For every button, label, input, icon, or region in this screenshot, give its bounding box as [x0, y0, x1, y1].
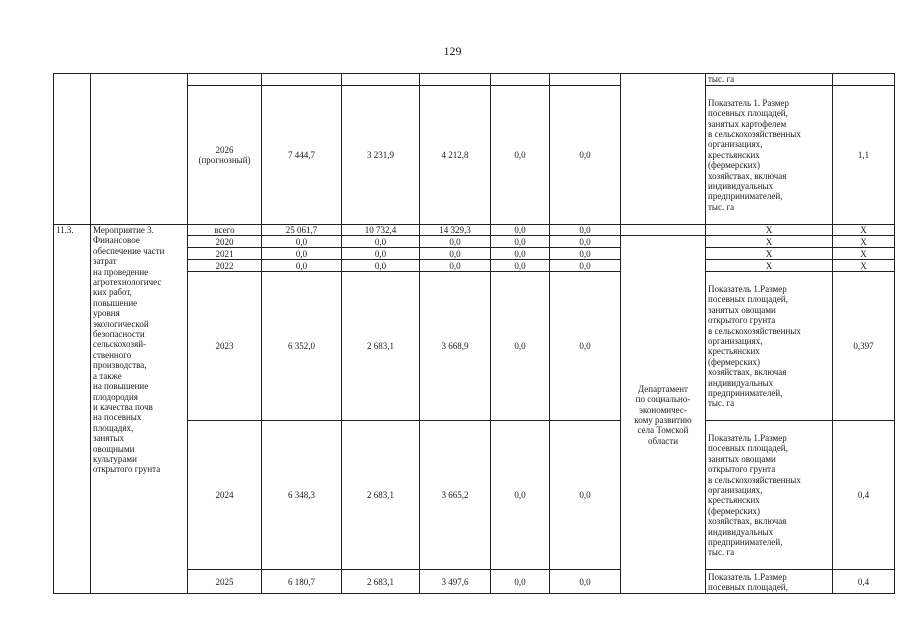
source2-cell: 3 497,6 — [420, 570, 491, 594]
source2-cell: 0,0 — [420, 260, 491, 272]
year-cell: 2020 — [188, 236, 262, 248]
total-cell: 25 061,7 — [262, 225, 342, 236]
indicator-cell: Показатель 1. Размер посевных площадей, занятых картофелем в сельскохозяйственных организациях, крестьянских (фермерских) хозяйствах, включая индивидуальных предпринимателей, тыс. га — [706, 86, 833, 225]
program-table — [53, 73, 895, 594]
indicator-cell: тыс. га — [706, 74, 833, 86]
indicator-value-cell: 0,397 — [833, 272, 895, 421]
source4-cell: 0,0 — [550, 570, 621, 594]
source1-cell — [342, 74, 420, 86]
source3-cell: 0,0 — [491, 225, 550, 236]
measure-name-cell — [91, 74, 188, 225]
year-cell: 2023 — [188, 272, 262, 421]
source3-cell: 0,0 — [491, 236, 550, 248]
source1-cell: 10 732,4 — [342, 225, 420, 236]
measure-name: Мероприятие 3. Финансовое обеспечение части затрат на проведение агротехнологичес ких работ, повышение уровня экологической безопасности сельскохозяй- ственного производства, а также на повышение плодородия и качества почв на посевных площадях, занятых овощными культурами открытого грунта — [93, 225, 165, 475]
indicator-value-cell: 0,4 — [833, 570, 895, 594]
total-cell: 6 180,7 — [262, 570, 342, 594]
department-cell — [621, 74, 706, 225]
source3-cell — [491, 74, 550, 86]
source3-cell: 0,0 — [491, 570, 550, 594]
source2-cell: 14 329,3 — [420, 225, 491, 236]
indicator-cell: Х — [706, 248, 833, 260]
source1-cell: 0,0 — [342, 260, 420, 272]
source3-cell: 0,0 — [491, 260, 550, 272]
indicator-value-cell: 0,4 — [833, 421, 895, 570]
indicator-cell: Х — [706, 260, 833, 272]
department-name: Департамент по социально- экономичес- кому развитию села Томской области — [634, 383, 692, 446]
source2-cell: 4 212,8 — [420, 86, 491, 225]
source2-cell: 0,0 — [420, 248, 491, 260]
source2-cell: 3 665,2 — [420, 421, 491, 570]
indicator-value-cell: Х — [833, 225, 895, 236]
source1-cell: 2 683,1 — [342, 570, 420, 594]
year-cell: всего — [188, 225, 262, 236]
department-cell-empty — [621, 225, 706, 236]
year-cell — [188, 74, 262, 86]
total-cell — [262, 74, 342, 86]
total-cell: 6 348,3 — [262, 421, 342, 570]
source4-cell: 0,0 — [550, 225, 621, 236]
year-cell — [188, 86, 262, 225]
year-cell: 2022 — [188, 260, 262, 272]
source4-cell: 0,0 — [550, 86, 621, 225]
indicator-cell: Х — [706, 236, 833, 248]
source3-cell: 0,0 — [491, 272, 550, 421]
total-cell: 0,0 — [262, 260, 342, 272]
indicator-value-cell — [833, 74, 895, 86]
total-cell: 7 444,7 — [262, 86, 342, 225]
total-cell: 0,0 — [262, 236, 342, 248]
indicator-cell: Х — [706, 225, 833, 236]
year-cell: 2021 — [188, 248, 262, 260]
indicator-cell: Показатель 1.Размер посевных площадей, занятых овощами открытого грунта в сельскохозяйственных организациях, крестьянских (фермерских) хозяйствах, включая индивидуальных предпринимателей, тыс. га — [706, 272, 833, 421]
year-cell: 2024 — [188, 421, 262, 570]
source2-cell: 3 668,9 — [420, 272, 491, 421]
source4-cell: 0,0 — [550, 236, 621, 248]
indicator-value-cell: 1,1 — [833, 86, 895, 225]
source4-cell: 0,0 — [550, 248, 621, 260]
source2-cell — [420, 74, 491, 86]
source1-cell: 2 683,1 — [342, 272, 420, 421]
source3-cell: 0,0 — [491, 86, 550, 225]
department-cell — [621, 236, 706, 594]
page-number: 129 — [443, 44, 462, 58]
measure-name-cell — [91, 225, 188, 594]
year-cell: 2025 — [188, 570, 262, 594]
indicator-value-cell: Х — [833, 260, 895, 272]
total-cell: 6 352,0 — [262, 272, 342, 421]
indicator-value-cell: Х — [833, 236, 895, 248]
source1-cell: 0,0 — [342, 248, 420, 260]
source1-cell: 2 683,1 — [342, 421, 420, 570]
source4-cell: 0,0 — [550, 260, 621, 272]
source3-cell: 0,0 — [491, 248, 550, 260]
indicator-cell: Показатель 1.Размер посевных площадей, занятых овощами открытого грунта в сельскохозяйственных организациях, крестьянских (фермерских) хозяйствах, включая индивидуальных предпринимателей, тыс. га — [706, 421, 833, 570]
source4-cell — [550, 74, 621, 86]
indicator-value-cell: Х — [833, 248, 895, 260]
source4-cell: 0,0 — [550, 421, 621, 570]
year-label: 2026 (прогнозный) — [198, 144, 251, 165]
table-row — [54, 225, 895, 236]
source3-cell: 0,0 — [491, 421, 550, 570]
source2-cell: 0,0 — [420, 236, 491, 248]
table-row — [54, 74, 895, 86]
source1-cell: 0,0 — [342, 236, 420, 248]
source4-cell: 0,0 — [550, 272, 621, 421]
source1-cell: 3 231,9 — [342, 86, 420, 225]
number-cell: 11.3. — [54, 225, 91, 594]
total-cell: 0,0 — [262, 248, 342, 260]
indicator-cell: Показатель 1.Размер посевных площадей, — [706, 570, 833, 594]
number-cell — [54, 74, 91, 225]
